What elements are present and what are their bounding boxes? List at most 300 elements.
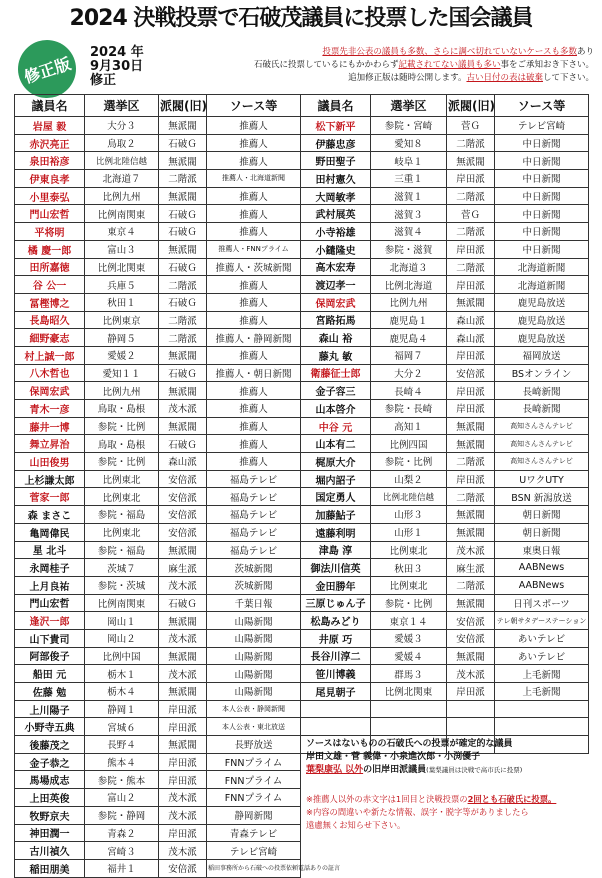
- source: 北海道新聞: [495, 276, 589, 294]
- faction: 岸田派: [159, 718, 207, 736]
- table-row: [301, 453, 589, 471]
- member-name: 門山宏哲: [15, 205, 85, 223]
- member-name: 小野寺五典: [15, 718, 85, 736]
- table-row: [301, 665, 589, 683]
- member-name: 古川禎久: [15, 842, 85, 860]
- table-row: [301, 364, 589, 382]
- faction: 無派閥: [447, 523, 495, 541]
- table-row: [15, 859, 301, 877]
- district: 愛知８: [371, 134, 447, 152]
- source: 推薦人: [207, 382, 301, 400]
- table-row: [301, 240, 589, 258]
- source: [495, 718, 589, 736]
- member-name: 藤丸 敏: [301, 346, 371, 364]
- faction: 二階派: [159, 329, 207, 347]
- table-row: [301, 700, 589, 718]
- faction: 無派閥: [159, 612, 207, 630]
- faction: 岸田派: [447, 276, 495, 294]
- faction: 二階派: [159, 276, 207, 294]
- district: 東京１４: [371, 612, 447, 630]
- source: 高知さんさんテレビ: [495, 453, 589, 471]
- source: 中日新聞: [495, 152, 589, 170]
- member-name: 上杉謙太郎: [15, 470, 85, 488]
- district: 比例九州: [85, 187, 159, 205]
- source: 北海道新聞: [495, 258, 589, 276]
- district: 参院・長崎: [371, 400, 447, 418]
- faction: 岸田派: [447, 346, 495, 364]
- member-name: 中谷 元: [301, 417, 371, 435]
- district: 比例東北: [85, 470, 159, 488]
- district: 参院・福島: [85, 541, 159, 559]
- member-name: 佐藤 勉: [15, 683, 85, 701]
- member-name: 井原 巧: [301, 629, 371, 647]
- date-note: 修正: [90, 73, 117, 88]
- source: 本人公表・静岡新聞: [207, 700, 301, 718]
- table-row: [301, 576, 589, 594]
- table-row: [15, 647, 301, 665]
- district: 山形３: [371, 506, 447, 524]
- district: 群馬３: [371, 665, 447, 683]
- source: 推薦人・茨城新聞: [207, 258, 301, 276]
- member-name: 馬場成志: [15, 771, 85, 789]
- table-row: [15, 453, 301, 471]
- footnote-line-1: ソースはないものの石破氏への投票が確定的な議員: [306, 739, 513, 749]
- table-row: [301, 276, 589, 294]
- district: 参院・静岡: [85, 806, 159, 824]
- source: 中日新聞: [495, 240, 589, 258]
- faction: 茂木派: [159, 789, 207, 807]
- table-row: [301, 382, 589, 400]
- district: 長崎４: [371, 382, 447, 400]
- district: 静岡５: [85, 329, 159, 347]
- faction: 安倍派: [159, 488, 207, 506]
- district: 比例九州: [371, 293, 447, 311]
- footnote-line-3: の旧岸田派議員: [363, 765, 427, 775]
- member-name: 村上誠一郎: [15, 346, 85, 364]
- revision-date: [90, 46, 144, 88]
- faction: [447, 700, 495, 718]
- member-name: 逢沢一郎: [15, 612, 85, 630]
- faction: 岸田派: [447, 170, 495, 188]
- table-row: [15, 293, 301, 311]
- faction: 二階派: [447, 134, 495, 152]
- member-name: 神田潤一: [15, 824, 85, 842]
- faction: 無派閥: [159, 736, 207, 754]
- faction: 安倍派: [447, 629, 495, 647]
- member-name: 松島みどり: [301, 612, 371, 630]
- district: 愛媛４: [371, 647, 447, 665]
- page-title: 2024 決戦投票で石破茂議員に投票した国会議員: [69, 6, 533, 31]
- district: 愛媛３: [371, 629, 447, 647]
- faction: 石破Ｇ: [159, 258, 207, 276]
- table-row: [301, 506, 589, 524]
- source: 福島テレビ: [207, 488, 301, 506]
- faction: 岸田派: [159, 700, 207, 718]
- source: 鹿児島放送: [495, 293, 589, 311]
- source: テレ朝サタデーステーション: [495, 612, 589, 630]
- source: BSオンライン: [495, 364, 589, 382]
- district: 鳥取２: [85, 134, 159, 152]
- source: FNNプライム: [207, 789, 301, 807]
- table-row: [301, 683, 589, 701]
- district: 栃木４: [85, 683, 159, 701]
- header-name: 議員名: [15, 95, 85, 117]
- source: 東奥日報: [495, 541, 589, 559]
- district: [371, 700, 447, 718]
- member-name: 稲田朋美: [15, 859, 85, 877]
- table-row: [15, 311, 301, 329]
- faction: 麻生派: [159, 559, 207, 577]
- member-name: 松下新平: [301, 117, 371, 135]
- source: 推薦人: [207, 152, 301, 170]
- district: 愛知１１: [85, 364, 159, 382]
- member-name: 牧野京夫: [15, 806, 85, 824]
- table-row: [15, 117, 301, 135]
- member-name: 国定勇人: [301, 488, 371, 506]
- source: 千葉日報: [207, 594, 301, 612]
- member-name: 小鑓隆史: [301, 240, 371, 258]
- faction: 無派閥: [447, 647, 495, 665]
- source: 青森テレビ: [207, 824, 301, 842]
- table-row: [15, 789, 301, 807]
- table-row: [15, 753, 301, 771]
- date-day: 9月30日: [90, 59, 144, 74]
- source: 推薦人: [207, 417, 301, 435]
- member-name: 橘 慶一郎: [15, 240, 85, 258]
- member-name: 永岡桂子: [15, 559, 85, 577]
- source: テレビ宮崎: [207, 842, 301, 860]
- faction: 無派閥: [159, 683, 207, 701]
- district: 福井１: [85, 859, 159, 877]
- source: UワクUTY: [495, 470, 589, 488]
- table-header: [301, 95, 589, 117]
- faction: 茂木派: [447, 541, 495, 559]
- district: 参院・宮崎: [371, 117, 447, 135]
- member-name: 後藤茂之: [15, 736, 85, 754]
- district: [371, 718, 447, 736]
- source: 推薦人: [207, 117, 301, 135]
- table-row: [301, 647, 589, 665]
- district: 参院・福島: [85, 506, 159, 524]
- faction: 岸田派: [447, 683, 495, 701]
- faction: 安倍派: [159, 859, 207, 877]
- faction: 安倍派: [447, 364, 495, 382]
- member-name: 金子恭之: [15, 753, 85, 771]
- faction: 岸田派: [159, 824, 207, 842]
- district: 大分２: [371, 364, 447, 382]
- source: あいテレビ: [495, 629, 589, 647]
- faction: 無派閥: [159, 117, 207, 135]
- member-name: 伊藤忠彦: [301, 134, 371, 152]
- table-row: [15, 240, 301, 258]
- district: 東京４: [85, 223, 159, 241]
- note-text-2a: 石破氏に投票しているにもかかわらず: [253, 60, 399, 70]
- footnote-red: 葉梨康弘 以外: [306, 765, 364, 775]
- district: 岡山２: [85, 629, 159, 647]
- table-row: [15, 435, 301, 453]
- table-row: [15, 700, 301, 718]
- faction: 無派閥: [159, 417, 207, 435]
- table-row: [15, 170, 301, 188]
- member-name: 保岡宏武: [15, 382, 85, 400]
- table-row: [301, 470, 589, 488]
- source: 上毛新聞: [495, 665, 589, 683]
- member-name: 細野豪志: [15, 329, 85, 347]
- source: 中日新聞: [495, 134, 589, 152]
- table-row: [301, 205, 589, 223]
- member-name: 田村憲久: [301, 170, 371, 188]
- faction: 森山派: [159, 453, 207, 471]
- district: 宮崎３: [85, 842, 159, 860]
- faction: 二階派: [159, 311, 207, 329]
- member-name: 遠藤利明: [301, 523, 371, 541]
- district: 比例南関東: [85, 594, 159, 612]
- faction: 岸田派: [159, 771, 207, 789]
- member-name: 伊東良孝: [15, 170, 85, 188]
- faction: 二階派: [447, 258, 495, 276]
- source: 稲田事務所から石破への投票依頼電話ありの証言: [207, 859, 301, 877]
- source: AABNews: [495, 559, 589, 577]
- member-name: 武村展英: [301, 205, 371, 223]
- member-name: 御法川信英: [301, 559, 371, 577]
- table-row: [301, 134, 589, 152]
- faction: 無派閥: [159, 187, 207, 205]
- faction: 麻生派: [447, 559, 495, 577]
- source: 中日新聞: [495, 223, 589, 241]
- district: 滋賀３: [371, 205, 447, 223]
- district: 秋田１: [85, 293, 159, 311]
- faction: 茂木派: [159, 806, 207, 824]
- district: 茨城７: [85, 559, 159, 577]
- district: 比例東京: [85, 311, 159, 329]
- source: 推薦人: [207, 205, 301, 223]
- member-name: 上川陽子: [15, 700, 85, 718]
- member-name: 泉田裕彦: [15, 152, 85, 170]
- table-row: [301, 718, 589, 736]
- table-row: [301, 293, 589, 311]
- table-row: [301, 523, 589, 541]
- district: 比例九州: [85, 382, 159, 400]
- member-name: 保岡宏武: [301, 293, 371, 311]
- remark-line-1b: 2回とも石破氏に投票。: [467, 794, 557, 804]
- source: 長崎新聞: [495, 400, 589, 418]
- faction: 石破Ｇ: [159, 435, 207, 453]
- member-name: 船田 元: [15, 665, 85, 683]
- table-row: [15, 470, 301, 488]
- source: [495, 700, 589, 718]
- district: 長野４: [85, 736, 159, 754]
- source: 推薦人: [207, 293, 301, 311]
- source: 高知さんさんテレビ: [495, 435, 589, 453]
- member-name: 山下貴司: [15, 629, 85, 647]
- source: あいテレビ: [495, 647, 589, 665]
- source: 推薦人: [207, 435, 301, 453]
- district: 熊本４: [85, 753, 159, 771]
- member-name: 山本有二: [301, 435, 371, 453]
- district: 岡山１: [85, 612, 159, 630]
- district: 鹿児島１: [371, 311, 447, 329]
- district: 岐阜１: [371, 152, 447, 170]
- table-row: [301, 329, 589, 347]
- source: 山陽新聞: [207, 647, 301, 665]
- table-row: [301, 629, 589, 647]
- table-row: [301, 152, 589, 170]
- faction: 菅Ｇ: [447, 205, 495, 223]
- table-row: [15, 205, 301, 223]
- district: 山梨２: [371, 470, 447, 488]
- faction: 無派閥: [159, 541, 207, 559]
- faction: [447, 718, 495, 736]
- table-row: [15, 488, 301, 506]
- faction: 安倍派: [159, 523, 207, 541]
- faction: 安倍派: [159, 506, 207, 524]
- member-name: 森 まさこ: [15, 506, 85, 524]
- table-row: [15, 134, 301, 152]
- member-name: 上月良祐: [15, 576, 85, 594]
- footnote-line-2: 岸田文雄・菅 義偉・小泉進次郎・小渕優子: [306, 752, 481, 762]
- member-name: 金田勝年: [301, 576, 371, 594]
- source: 福島テレビ: [207, 470, 301, 488]
- source: 山陽新聞: [207, 665, 301, 683]
- district: 参院・比例: [85, 453, 159, 471]
- district: 参院・比例: [85, 417, 159, 435]
- district: 愛媛２: [85, 346, 159, 364]
- source: テレビ宮崎: [495, 117, 589, 135]
- faction: 石破Ｇ: [159, 594, 207, 612]
- date-year: 2024 年: [90, 45, 144, 60]
- table-row: [15, 683, 301, 701]
- faction: 安倍派: [159, 470, 207, 488]
- footnote-confirmed: [306, 738, 588, 777]
- source: 推薦人: [207, 187, 301, 205]
- faction: 無派閥: [447, 594, 495, 612]
- members-table-right: [300, 94, 589, 754]
- faction: 二階派: [447, 488, 495, 506]
- source: 本人公表・東北放送: [207, 718, 301, 736]
- district: 静岡１: [85, 700, 159, 718]
- member-name: 大岡敏孝: [301, 187, 371, 205]
- table-row: [301, 346, 589, 364]
- source: 推薦人: [207, 346, 301, 364]
- district: 比例東北: [85, 523, 159, 541]
- note-text-3b: して下さい。: [542, 73, 594, 83]
- table-row: [15, 824, 301, 842]
- faction: 二階派: [447, 187, 495, 205]
- district: 栃木１: [85, 665, 159, 683]
- revision-badge: 修正版: [10, 32, 83, 105]
- member-name: 笹川博義: [301, 665, 371, 683]
- district: 福岡７: [371, 346, 447, 364]
- faction: 二階派: [447, 576, 495, 594]
- district: 参院・滋賀: [371, 240, 447, 258]
- source: 鹿児島放送: [495, 311, 589, 329]
- header-faction: 派閥(旧): [447, 95, 495, 117]
- source: 推薦人・FNNプライム: [207, 240, 301, 258]
- table-row: [15, 400, 301, 418]
- district: 滋賀４: [371, 223, 447, 241]
- district: 参院・比例: [371, 594, 447, 612]
- source: 福島テレビ: [207, 506, 301, 524]
- table-row: [15, 736, 301, 754]
- district: 北海道３: [371, 258, 447, 276]
- table-row: [15, 523, 301, 541]
- member-name: 藤井一博: [15, 417, 85, 435]
- remark-line-1a: ※推薦人以外の赤文字は1回目と決戦投票の: [306, 794, 468, 804]
- member-name: 高木宏寿: [301, 258, 371, 276]
- district: 比例北陸信越: [371, 488, 447, 506]
- source: 推薦人: [207, 453, 301, 471]
- district: 比例北陸信越: [85, 152, 159, 170]
- district: 富山２: [85, 789, 159, 807]
- faction: 二階派: [447, 453, 495, 471]
- district: 参院・茨城: [85, 576, 159, 594]
- source: 高知さんさんテレビ: [495, 417, 589, 435]
- faction: 岸田派: [447, 382, 495, 400]
- faction: 茂木派: [447, 665, 495, 683]
- district: 比例南関東: [85, 205, 159, 223]
- faction: 森山派: [447, 311, 495, 329]
- table-row: [15, 842, 301, 860]
- faction: 岸田派: [447, 470, 495, 488]
- member-name: 上田英俊: [15, 789, 85, 807]
- faction: 無派閥: [159, 152, 207, 170]
- faction: 石破Ｇ: [159, 364, 207, 382]
- member-name: 尾見朝子: [301, 683, 371, 701]
- faction: 岸田派: [159, 753, 207, 771]
- table-row: [15, 506, 301, 524]
- member-name: 阿部俊子: [15, 647, 85, 665]
- member-name: 岩屋 毅: [15, 117, 85, 135]
- table-row: [301, 258, 589, 276]
- district: 比例北海道: [371, 276, 447, 294]
- table-row: [301, 187, 589, 205]
- footnote-remarks: [306, 793, 588, 832]
- district: 参院・熊本: [85, 771, 159, 789]
- district: 比例東北: [371, 576, 447, 594]
- member-name: 谷 公一: [15, 276, 85, 294]
- source: 朝日新聞: [495, 506, 589, 524]
- source: 山陽新聞: [207, 629, 301, 647]
- member-name: 渡辺孝一: [301, 276, 371, 294]
- district: 比例中国: [85, 647, 159, 665]
- source: 推薦人: [207, 276, 301, 294]
- note-red-1: 投票先非公表の議員も多数、さらに調べ切れていないケースも多数: [322, 47, 577, 57]
- member-name: 加藤鮎子: [301, 506, 371, 524]
- district: 三重１: [371, 170, 447, 188]
- header-district: 選挙区: [85, 95, 159, 117]
- note-red-2: 記載されてない議員も多い: [398, 60, 501, 70]
- table-row: [301, 541, 589, 559]
- source: 鹿児島放送: [495, 329, 589, 347]
- faction: 無派閥: [159, 346, 207, 364]
- district: 比例北関東: [85, 258, 159, 276]
- source: 茨城新聞: [207, 576, 301, 594]
- faction: 無派閥: [447, 506, 495, 524]
- member-name: 梶原大介: [301, 453, 371, 471]
- district: 富山３: [85, 240, 159, 258]
- faction: 安倍派: [447, 612, 495, 630]
- district: 鳥取・島根: [85, 435, 159, 453]
- faction: 石破Ｇ: [159, 134, 207, 152]
- source: 茨城新聞: [207, 559, 301, 577]
- member-name: 金子容三: [301, 382, 371, 400]
- source: 中日新聞: [495, 187, 589, 205]
- source: 朝日新聞: [495, 523, 589, 541]
- faction: 茂木派: [159, 576, 207, 594]
- faction: 茂木派: [159, 842, 207, 860]
- table-row: [301, 170, 589, 188]
- member-name: 小寺裕雄: [301, 223, 371, 241]
